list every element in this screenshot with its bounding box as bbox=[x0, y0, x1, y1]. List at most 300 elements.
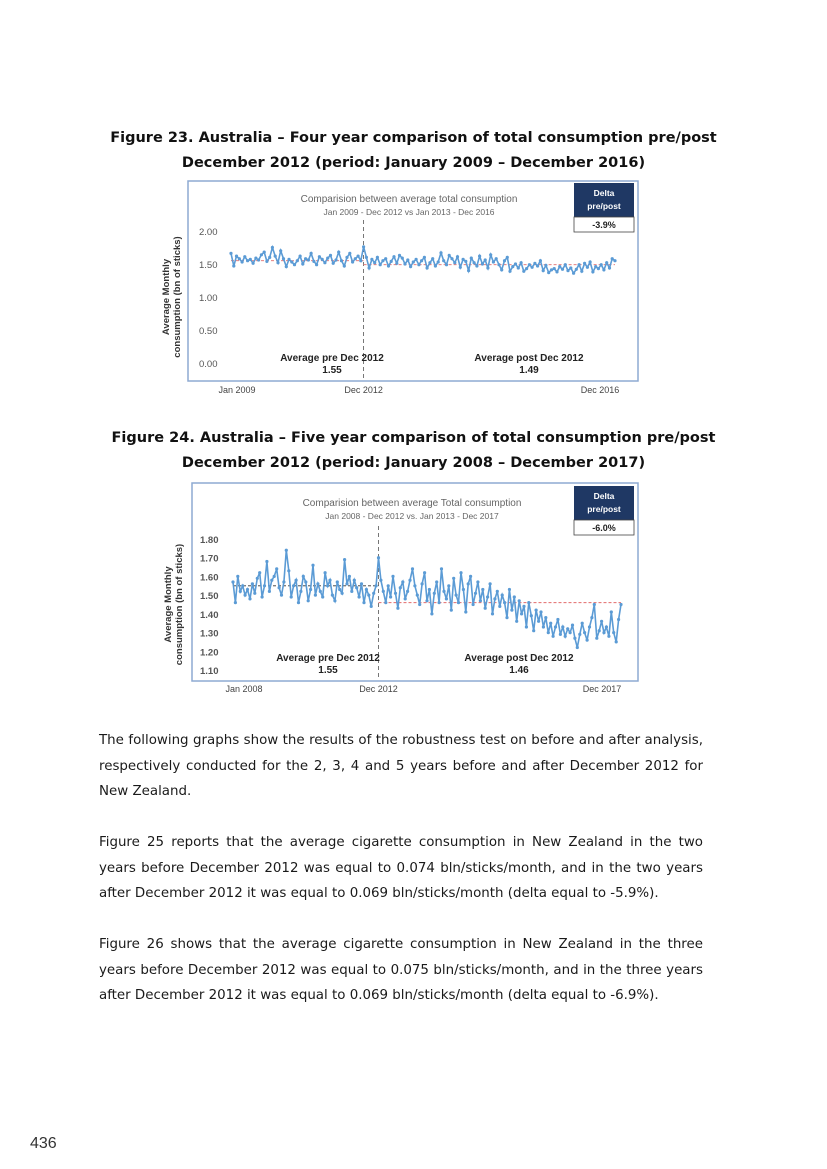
data-point bbox=[368, 266, 371, 269]
data-point bbox=[234, 601, 237, 604]
data-point bbox=[370, 605, 373, 608]
data-point bbox=[552, 635, 555, 638]
data-point bbox=[358, 595, 361, 598]
data-point bbox=[476, 580, 479, 583]
data-point bbox=[261, 595, 264, 598]
data-point bbox=[448, 254, 451, 257]
data-point bbox=[462, 258, 465, 261]
data-point bbox=[569, 266, 572, 269]
figure-23-chart bbox=[160, 180, 640, 400]
data-point bbox=[559, 633, 562, 636]
data-point bbox=[355, 586, 358, 589]
data-point bbox=[450, 257, 453, 260]
data-point bbox=[290, 595, 293, 598]
data-point bbox=[525, 625, 528, 628]
data-point bbox=[522, 605, 525, 608]
data-point bbox=[445, 263, 448, 266]
data-point bbox=[491, 612, 494, 615]
pre-average-value: 1.55 bbox=[318, 665, 338, 676]
data-point bbox=[241, 260, 244, 263]
data-point bbox=[520, 261, 523, 264]
data-point bbox=[431, 257, 434, 260]
data-point bbox=[619, 603, 622, 606]
data-point bbox=[359, 259, 362, 262]
data-point bbox=[430, 612, 433, 615]
data-point bbox=[528, 263, 531, 266]
body-paragraph-1: The following graphs show the results of the robustness test on before and after analysis, respectively conducted for the 2, 3, 4 and 5 years before and after December 2012 for New Zealand. bbox=[99, 733, 703, 799]
y-tick-label: 1.80 bbox=[200, 535, 219, 546]
delta-value: -6.0% bbox=[592, 523, 616, 533]
data-point bbox=[256, 577, 259, 580]
data-point bbox=[578, 633, 581, 636]
data-point bbox=[396, 607, 399, 610]
data-point bbox=[406, 590, 409, 593]
data-point bbox=[253, 592, 256, 595]
data-point bbox=[433, 592, 436, 595]
data-point bbox=[450, 609, 453, 612]
data-point bbox=[239, 590, 242, 593]
data-point bbox=[365, 256, 368, 259]
data-point bbox=[387, 264, 390, 267]
data-point bbox=[539, 259, 542, 262]
data-point bbox=[392, 255, 395, 258]
data-point bbox=[542, 625, 545, 628]
data-point bbox=[235, 255, 238, 258]
data-point bbox=[486, 266, 489, 269]
data-point bbox=[353, 579, 356, 582]
data-point bbox=[581, 622, 584, 625]
data-point bbox=[600, 263, 603, 266]
data-point bbox=[539, 610, 542, 613]
data-point bbox=[576, 646, 579, 649]
data-point bbox=[470, 257, 473, 260]
data-point bbox=[611, 257, 614, 260]
delta-header-label: pre/post bbox=[587, 504, 621, 514]
data-point bbox=[354, 257, 357, 260]
data-point bbox=[287, 258, 290, 261]
data-point bbox=[404, 597, 407, 600]
data-point bbox=[254, 257, 257, 260]
y-tick-label: 1.40 bbox=[200, 609, 219, 621]
data-point bbox=[296, 259, 299, 262]
page-number: 436 bbox=[30, 1135, 57, 1152]
data-point bbox=[428, 588, 431, 591]
data-point bbox=[309, 588, 312, 591]
data-point bbox=[527, 601, 530, 604]
data-point bbox=[423, 571, 426, 574]
data-point bbox=[372, 592, 375, 595]
y-tick-label: 1.30 bbox=[200, 628, 219, 640]
data-point bbox=[334, 258, 337, 261]
y-axis-label-line2: consumption (bn of sticks) bbox=[174, 543, 185, 666]
data-point bbox=[478, 255, 481, 258]
data-point bbox=[505, 616, 508, 619]
data-point bbox=[590, 616, 593, 619]
data-point bbox=[481, 588, 484, 591]
y-tick-label: 1.10 bbox=[200, 666, 219, 677]
y-axis-label-line2: consumption (bn of sticks) bbox=[172, 236, 183, 358]
data-point bbox=[292, 584, 295, 587]
data-point bbox=[506, 256, 509, 259]
y-tick-label: 1.00 bbox=[199, 293, 218, 304]
data-point bbox=[373, 261, 376, 264]
data-point bbox=[265, 560, 268, 563]
data-point bbox=[295, 579, 298, 582]
data-point bbox=[467, 269, 470, 272]
data-point bbox=[258, 571, 261, 574]
data-point bbox=[573, 637, 576, 640]
data-point bbox=[537, 620, 540, 623]
data-point bbox=[279, 249, 282, 252]
data-point bbox=[401, 257, 404, 260]
x-axis-label-split: Dec 2012 bbox=[344, 385, 383, 395]
data-point bbox=[299, 590, 302, 593]
data-point bbox=[411, 567, 414, 570]
data-point bbox=[336, 580, 339, 583]
figure-23-chart-svg bbox=[160, 180, 640, 400]
delta-value: -3.9% bbox=[592, 220, 616, 230]
data-point bbox=[323, 261, 326, 264]
y-axis-label bbox=[163, 544, 185, 665]
data-point bbox=[348, 575, 351, 578]
data-point bbox=[602, 631, 605, 634]
data-point bbox=[268, 590, 271, 593]
data-point bbox=[613, 259, 616, 262]
data-point bbox=[285, 265, 288, 268]
data-point bbox=[598, 629, 601, 632]
data-point bbox=[391, 575, 394, 578]
x-axis-label-start: Jan 2009 bbox=[218, 385, 256, 395]
data-point bbox=[379, 579, 382, 582]
data-point bbox=[412, 260, 415, 263]
data-point bbox=[362, 245, 365, 248]
data-point bbox=[331, 594, 334, 597]
data-point bbox=[249, 258, 252, 261]
data-point bbox=[566, 627, 569, 630]
pre-average-label: Average pre Dec 2012 bbox=[276, 653, 380, 664]
data-point bbox=[337, 251, 340, 254]
x-axis-label-end: Dec 2016 bbox=[580, 385, 620, 395]
data-point bbox=[600, 620, 603, 623]
data-point bbox=[307, 599, 310, 602]
data-point bbox=[532, 629, 535, 632]
data-point bbox=[252, 262, 255, 265]
data-point bbox=[263, 584, 266, 587]
data-point bbox=[564, 263, 567, 266]
data-point bbox=[617, 618, 620, 621]
y-axis-label bbox=[161, 236, 183, 357]
data-point bbox=[287, 569, 290, 572]
data-point bbox=[558, 265, 561, 268]
y-tick-label: 1.50 bbox=[199, 260, 218, 271]
data-point bbox=[426, 266, 429, 269]
data-point bbox=[321, 595, 324, 598]
data-point bbox=[501, 594, 504, 597]
data-point bbox=[401, 580, 404, 583]
data-point bbox=[314, 594, 317, 597]
data-point bbox=[542, 269, 545, 272]
data-point bbox=[321, 258, 324, 261]
data-point bbox=[350, 590, 353, 593]
data-point bbox=[612, 631, 615, 634]
data-point bbox=[312, 260, 315, 263]
data-point bbox=[370, 258, 373, 261]
data-point bbox=[564, 635, 567, 638]
data-point bbox=[473, 261, 476, 264]
data-point bbox=[248, 597, 251, 600]
data-point bbox=[243, 255, 246, 258]
data-point bbox=[260, 253, 263, 256]
data-point bbox=[517, 266, 520, 269]
data-point bbox=[251, 582, 254, 585]
data-point bbox=[495, 257, 498, 260]
y-tick-label: 1.20 bbox=[200, 647, 219, 659]
data-point bbox=[343, 558, 346, 561]
data-point bbox=[593, 603, 596, 606]
data-point bbox=[459, 266, 462, 269]
chart-title: Comparision between average Total consumption bbox=[302, 498, 522, 509]
data-point bbox=[496, 590, 499, 593]
y-axis-label-line1: Average Monthly bbox=[163, 566, 174, 643]
pre-average-value: 1.55 bbox=[322, 365, 342, 376]
data-point bbox=[409, 265, 412, 268]
y-tick-label: 1.50 bbox=[200, 591, 219, 603]
data-point bbox=[318, 255, 321, 258]
chart-subtitle: Jan 2009 - Dec 2012 vs Jan 2013 - Dec 2016 bbox=[323, 207, 495, 217]
data-point bbox=[244, 594, 247, 597]
data-point bbox=[246, 588, 249, 591]
data-point bbox=[440, 567, 443, 570]
data-point bbox=[561, 625, 564, 628]
data-point bbox=[586, 266, 589, 269]
data-point bbox=[497, 263, 500, 266]
data-point bbox=[561, 268, 564, 271]
delta-header-label: Delta bbox=[593, 188, 615, 198]
y-tick-label: 2.00 bbox=[199, 227, 218, 238]
data-point bbox=[340, 259, 343, 262]
data-point bbox=[375, 584, 378, 587]
data-point bbox=[302, 575, 305, 578]
data-point bbox=[428, 261, 431, 264]
y-tick-label: 0.00 bbox=[199, 359, 218, 370]
data-point bbox=[304, 580, 307, 583]
data-point bbox=[522, 270, 525, 273]
data-point bbox=[408, 579, 411, 582]
data-point bbox=[420, 259, 423, 262]
data-point bbox=[531, 266, 534, 269]
data-point bbox=[535, 609, 538, 612]
figure-24-caption-line1: Figure 24. Australia – Five year comparison of total consumption pre/post bbox=[111, 430, 716, 446]
data-point bbox=[406, 258, 409, 261]
data-point bbox=[265, 260, 268, 263]
data-point bbox=[547, 631, 550, 634]
data-point bbox=[595, 637, 598, 640]
data-point bbox=[362, 601, 365, 604]
body-paragraph-3: Figure 26 shows that the average cigarette consumption in New Zealand in the three years before December 2012 was equal to 0.075 bln/sticks/month, and in the three years after December 2012 it was equal to 0.069 bln/sticks/month (delta equal to -6.9%). bbox=[99, 937, 703, 1003]
data-point bbox=[586, 639, 589, 642]
data-point bbox=[530, 614, 533, 617]
body-paragraph-2: Figure 25 reports that the average cigarette consumption in New Zealand in the two years before December 2012 was equal to 0.074 bln/sticks/month, and in the two years after December 2012 it was equal to 0.069 bln/sticks/month (delta equal to -5.9%). bbox=[99, 835, 703, 901]
data-point bbox=[479, 599, 482, 602]
figure-24-chart-svg bbox=[160, 482, 640, 698]
data-point bbox=[457, 601, 460, 604]
y-axis-label-line1: Average Monthly bbox=[161, 258, 172, 336]
data-point bbox=[379, 263, 382, 266]
data-point bbox=[500, 268, 503, 271]
data-point bbox=[589, 260, 592, 263]
data-point bbox=[384, 601, 387, 604]
post-average-value: 1.49 bbox=[519, 365, 539, 376]
data-point bbox=[387, 584, 390, 587]
data-point bbox=[398, 254, 401, 257]
data-point bbox=[464, 610, 467, 613]
data-point bbox=[484, 607, 487, 610]
data-point bbox=[492, 260, 495, 263]
data-point bbox=[297, 601, 300, 604]
data-point bbox=[390, 260, 393, 263]
data-point bbox=[403, 262, 406, 265]
data-point bbox=[464, 260, 467, 263]
data-point bbox=[285, 549, 288, 552]
figure-24-caption-line2: December 2012 (period: January 2008 – December 2017) bbox=[181, 455, 646, 471]
data-point bbox=[328, 579, 331, 582]
data-point bbox=[376, 256, 379, 259]
y-tick-label: 0.50 bbox=[199, 326, 218, 337]
data-point bbox=[453, 261, 456, 264]
data-point bbox=[520, 612, 523, 615]
data-point bbox=[299, 255, 302, 258]
data-point bbox=[367, 594, 370, 597]
data-point bbox=[345, 582, 348, 585]
data-point bbox=[275, 567, 278, 570]
data-point bbox=[326, 257, 329, 260]
data-point bbox=[438, 601, 441, 604]
data-point bbox=[583, 262, 586, 265]
data-point bbox=[301, 262, 304, 265]
figure-24-caption bbox=[60, 426, 767, 476]
data-point bbox=[602, 268, 605, 271]
data-point bbox=[554, 625, 557, 628]
data-point bbox=[508, 588, 511, 591]
data-point bbox=[384, 257, 387, 260]
x-axis-label-split: Dec 2012 bbox=[359, 684, 398, 694]
data-point bbox=[417, 263, 420, 266]
data-point bbox=[271, 246, 274, 249]
chart-title: Comparision between average total consumption bbox=[300, 194, 518, 205]
data-point bbox=[345, 256, 348, 259]
data-point bbox=[394, 592, 397, 595]
data-point bbox=[273, 575, 276, 578]
data-point bbox=[316, 582, 319, 585]
data-point bbox=[544, 616, 547, 619]
data-point bbox=[605, 261, 608, 264]
data-point bbox=[399, 586, 402, 589]
data-point bbox=[229, 252, 232, 255]
data-point bbox=[607, 635, 610, 638]
data-point bbox=[503, 601, 506, 604]
data-point bbox=[553, 267, 556, 270]
data-point bbox=[324, 571, 327, 574]
data-point bbox=[493, 597, 496, 600]
data-point bbox=[439, 251, 442, 254]
delta-header-label: Delta bbox=[593, 491, 615, 501]
data-point bbox=[333, 599, 336, 602]
data-point bbox=[232, 264, 235, 267]
data-point bbox=[572, 272, 575, 275]
data-point bbox=[486, 595, 489, 598]
data-point bbox=[315, 263, 318, 266]
x-axis-label-start: Jan 2008 bbox=[225, 684, 263, 694]
data-point bbox=[282, 257, 285, 260]
data-point bbox=[280, 594, 283, 597]
y-tick-label: 1.70 bbox=[200, 553, 219, 565]
data-point bbox=[556, 618, 559, 621]
data-point bbox=[610, 610, 613, 613]
data-point bbox=[329, 254, 332, 257]
data-point bbox=[481, 262, 484, 265]
data-point bbox=[276, 261, 279, 264]
data-point bbox=[236, 575, 239, 578]
data-point bbox=[475, 264, 478, 267]
figure-23-caption-line2: December 2012 (period: January 2009 – December 2016) bbox=[181, 155, 646, 171]
data-point bbox=[515, 620, 518, 623]
data-point bbox=[459, 571, 462, 574]
data-point bbox=[257, 258, 260, 261]
data-point bbox=[241, 584, 244, 587]
data-point bbox=[282, 580, 285, 583]
data-point bbox=[575, 268, 578, 271]
data-point bbox=[513, 595, 516, 598]
data-point bbox=[381, 259, 384, 262]
data-point bbox=[615, 640, 618, 643]
data-point bbox=[452, 577, 455, 580]
data-point bbox=[395, 262, 398, 265]
figure-24-chart bbox=[160, 482, 640, 698]
data-point bbox=[536, 264, 539, 267]
data-point bbox=[442, 259, 445, 262]
delta-header-label: pre/post bbox=[587, 201, 621, 211]
data-point bbox=[508, 270, 511, 273]
data-point bbox=[569, 631, 572, 634]
data-point bbox=[270, 579, 273, 582]
data-point bbox=[442, 590, 445, 593]
data-point bbox=[319, 590, 322, 593]
data-point bbox=[498, 605, 501, 608]
pre-average-label: Average pre Dec 2012 bbox=[280, 353, 384, 364]
data-point bbox=[290, 260, 293, 263]
data-point bbox=[351, 260, 354, 263]
data-point bbox=[580, 270, 583, 273]
data-point bbox=[467, 582, 470, 585]
data-point bbox=[413, 584, 416, 587]
data-point bbox=[435, 580, 438, 583]
figure-23-caption bbox=[60, 126, 767, 176]
data-point bbox=[293, 263, 296, 266]
y-tick-label: 1.60 bbox=[200, 572, 219, 584]
data-point bbox=[594, 265, 597, 268]
data-point bbox=[484, 258, 487, 261]
data-point bbox=[597, 267, 600, 270]
data-point bbox=[511, 265, 514, 268]
data-point bbox=[231, 580, 234, 583]
data-point bbox=[462, 588, 465, 591]
data-point bbox=[326, 584, 329, 587]
data-point bbox=[544, 264, 547, 267]
data-point bbox=[447, 584, 450, 587]
data-point bbox=[583, 631, 586, 634]
data-point bbox=[360, 582, 363, 585]
data-point bbox=[469, 575, 472, 578]
